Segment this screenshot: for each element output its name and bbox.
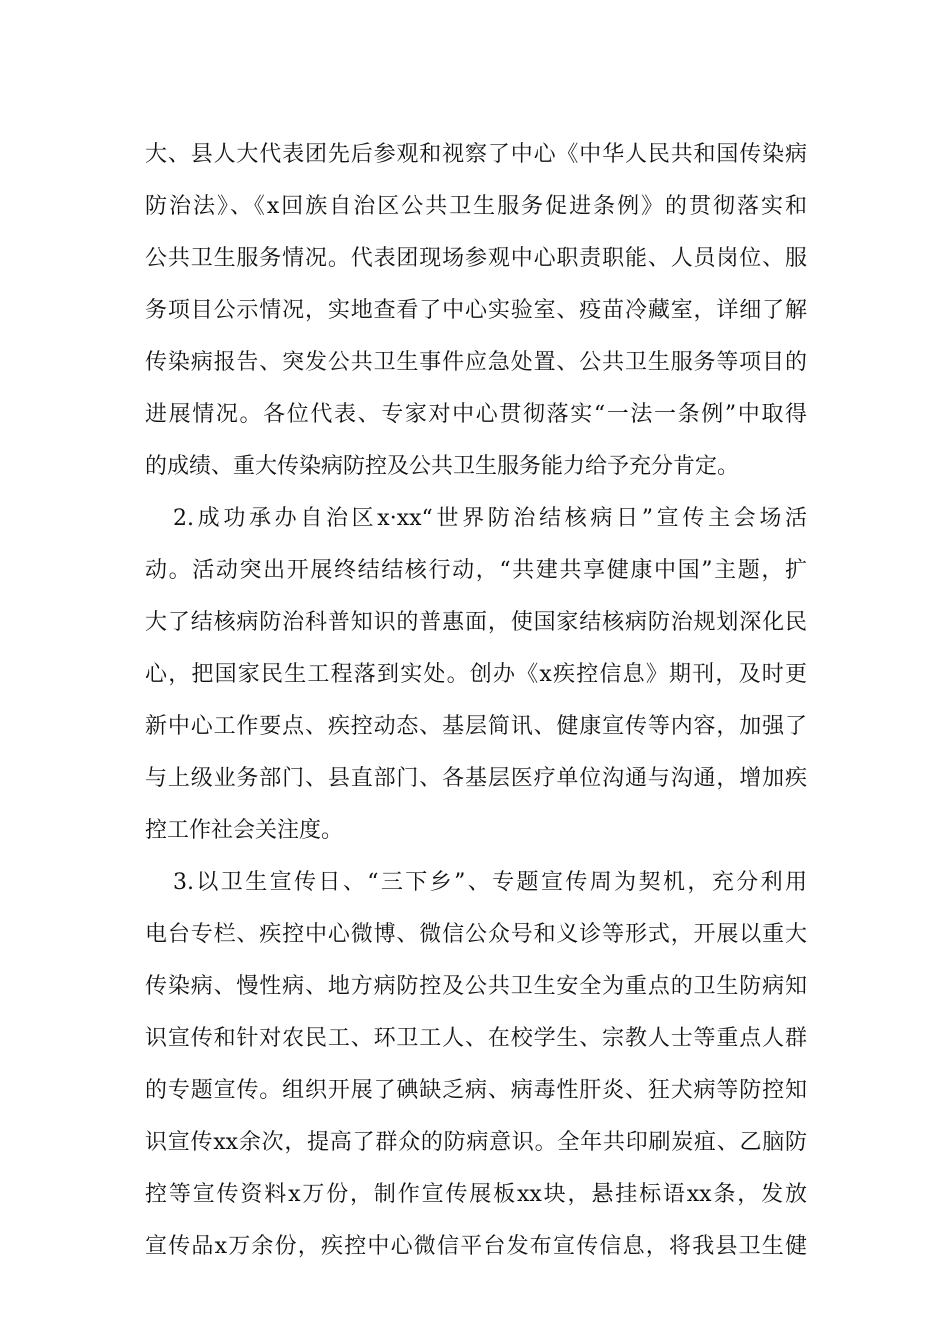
text-line: 进展情况。各位代表、专家对中心贯彻落实“一法一条例”中取得 <box>145 402 807 427</box>
text-line: 防治法》、《x回族自治区公共卫生服务促进条例》的贯彻落实和 <box>145 194 807 219</box>
text-line: 大了结核病防治科普知识的普惠面，使国家结核病防治规划深化民 <box>145 610 807 635</box>
text-line: 识宣传xx余次，提高了群众的防病意识。全年共印刷炭疽、乙脑防 <box>145 1130 807 1155</box>
text-line: 的成绩、重大传染病防控及公共卫生服务能力给予充分肯定。 <box>145 454 740 479</box>
text-line: 的专题宣传。组织开展了碘缺乏病、病毒性肝炎、狂犬病等防控知 <box>145 1078 807 1103</box>
text-line: 控等宣传资料x万份，制作宣传展板xx块，悬挂标语xx条，发放 <box>145 1182 807 1207</box>
text-line: 电台专栏、疾控中心微博、微信公众号和义诊等形式，开展以重大 <box>145 922 807 947</box>
paragraph-first-line: 3.以卫生宣传日、“三下乡”、专题宣传周为契机，充分利用 <box>173 870 807 895</box>
text-line: 与上级业务部门、县直部门、各基层医疗单位沟通与沟通，增加疾 <box>145 766 807 791</box>
text-line: 控工作社会关注度。 <box>145 818 344 843</box>
text-line: 公共卫生服务情况。代表团现场参观中心职责职能、人员岗位、服 <box>145 246 807 271</box>
text-line: 动。活动突出开展终结结核行动，“共建共享健康中国”主题，扩 <box>145 558 807 583</box>
paragraph-first-line: 2.成功承办自治区x·xx“世界防治结核病日”宣传主会场活 <box>173 506 807 531</box>
text-line: 传染病报告、突发公共卫生事件应急处置、公共卫生服务等项目的 <box>145 350 807 375</box>
text-line: 大、县人大代表团先后参观和视察了中心《中华人民共和国传染病 <box>145 142 807 167</box>
text-line: 心，把国家民生工程落到实处。创办《x疾控信息》期刊，及时更 <box>145 662 807 687</box>
text-line: 传染病、慢性病、地方病防控及公共卫生安全为重点的卫生防病知 <box>145 974 807 999</box>
text-line: 宣传品x万余份，疾控中心微信平台发布宣传信息，将我县卫生健 <box>145 1234 807 1259</box>
text-line: 新中心工作要点、疾控动态、基层简讯、健康宣传等内容，加强了 <box>145 714 807 739</box>
text-line: 务项目公示情况，实地查看了中心实验室、疫苗冷藏室，详细了解 <box>145 298 807 323</box>
text-line: 识宣传和针对农民工、环卫工人、在校学生、宗教人士等重点人群 <box>145 1026 807 1051</box>
document-body <box>145 129 807 1273</box>
